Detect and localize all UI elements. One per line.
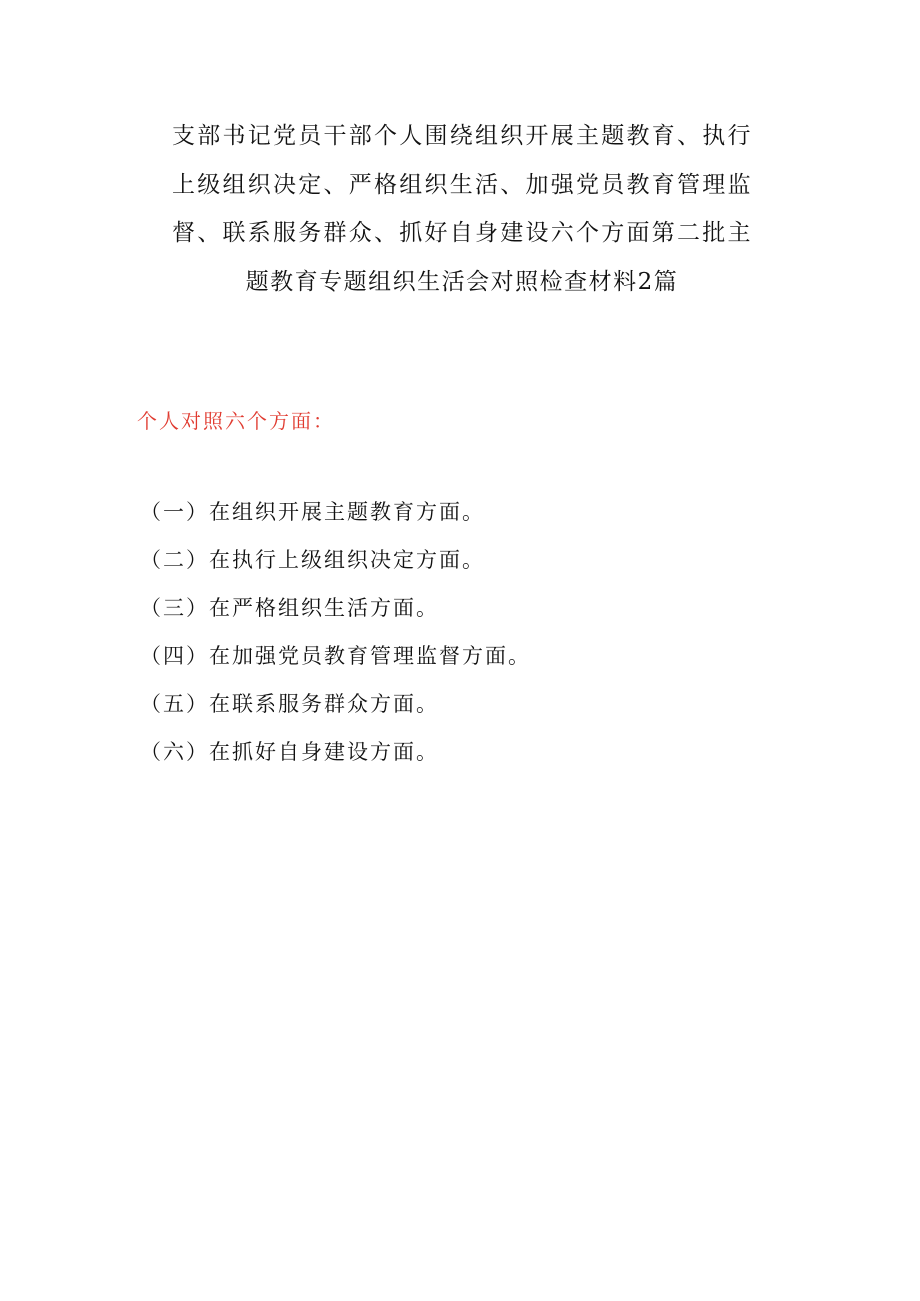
aspect-item-1: （一）在组织开展主题教育方面。	[140, 500, 485, 524]
aspect-item-2: （二）在执行上级组织决定方面。	[140, 548, 485, 572]
aspect-list	[140, 495, 531, 783]
aspect-item-6: （六）在抓好自身建设方面。	[140, 740, 439, 764]
document-title: 支部书记党员干部个人围绕组织开展主题教育、执行上级组织决定、严格组织生活、加强党员教育管理监督、联系服务群众、抓好自身建设六个方面第二批主题教育专题组织生活会对照检查材料2篇	[172, 123, 752, 295]
aspect-item-3: （三）在严格组织生活方面。	[140, 596, 439, 620]
aspect-item-4: （四）在加强党员教育管理监督方面。	[140, 644, 531, 668]
aspect-item-5: （五）在联系服务群众方面。	[140, 692, 439, 716]
section-heading: 个人对照六个方面：	[137, 409, 335, 433]
